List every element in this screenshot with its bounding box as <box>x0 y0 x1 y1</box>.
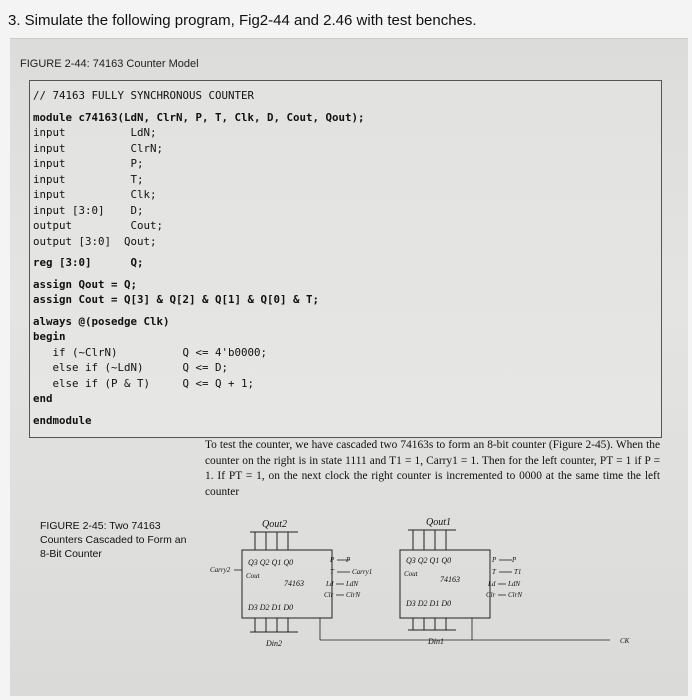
right-input-bus <box>408 618 456 630</box>
right-control-wires <box>498 560 512 595</box>
right-cout: Cout <box>404 570 418 578</box>
left-pin-ld: Ld <box>326 580 334 588</box>
right-pin-ldn: LdN <box>508 580 521 588</box>
right-pin-t: T <box>492 568 496 576</box>
left-cout: Cout <box>246 572 260 580</box>
clock-wire <box>320 618 610 640</box>
right-q-pins: Q3 Q2 Q1 Q0 <box>406 556 452 565</box>
code-line: input LdN; <box>33 126 157 139</box>
clock-label: CK <box>620 637 630 645</box>
code-line: if (~ClrN) Q <= 4'b0000; <box>33 345 268 359</box>
code-line: else if (~LdN) Q <= D; <box>33 361 229 374</box>
code-line: input ClrN; <box>33 141 164 155</box>
left-part-number: 74163 <box>284 579 304 588</box>
right-pin-clrn: ClrN <box>508 591 523 599</box>
qout2-label: Qout2 <box>262 519 287 530</box>
code-line: input Clk; <box>33 188 157 201</box>
left-control-wires <box>336 560 350 595</box>
right-p-input: P <box>512 556 517 564</box>
left-input-bus <box>250 618 298 632</box>
t1-label: T1 <box>514 568 522 576</box>
din1-label: Din1 <box>428 637 444 646</box>
code-line: input P; <box>33 157 144 170</box>
question-text: 3. Simulate the following program, Fig2-44 and 2.46 with test benches. <box>8 12 477 29</box>
code-line: else if (P & T) Q <= Q + 1; <box>33 376 255 390</box>
left-p-input: P <box>346 556 351 564</box>
right-pin-ld: Ld <box>488 580 496 588</box>
code-line: output [3:0] Qout; <box>33 234 157 248</box>
left-pin-ldn: LdN <box>346 580 359 588</box>
figure-2-45-caption: FIGURE 2-45: Two 74163 Counters Cascaded to Form an 8-Bit Counter <box>40 520 187 560</box>
code-line: always @(posedge Clk) <box>33 314 170 328</box>
code-line: endmodule <box>33 413 92 427</box>
right-pin-p: P <box>492 556 497 564</box>
left-pin-clr: Clr <box>324 591 334 599</box>
figure-2-44-title: FIGURE 2-44: 74163 Counter Model <box>20 58 199 70</box>
carry1-label: Carry1 <box>352 568 373 576</box>
code-line: end <box>33 392 53 405</box>
right-output-bus <box>408 530 456 550</box>
right-pin-clr: Clr <box>486 591 496 599</box>
right-part-number: 74163 <box>440 575 460 584</box>
din2-label: Din2 <box>266 639 282 648</box>
code-line: reg [3:0] Q; <box>33 256 144 269</box>
left-output-bus <box>250 532 298 550</box>
left-d-pins: D3 D2 D1 D0 <box>248 603 294 612</box>
code-line: module c74163(LdN, ClrN, P, T, Clk, D, Cout, Qout); <box>33 110 365 124</box>
code-line: input T; <box>33 172 144 186</box>
code-line: output Cout; <box>33 219 164 232</box>
left-q-pins: Q3 Q2 Q1 Q0 <box>248 558 294 567</box>
code-line: begin <box>33 330 66 343</box>
right-d-pins: D3 D2 D1 D0 <box>406 599 452 608</box>
code-line: assign Cout = Q[3] & Q[2] & Q[1] & Q[0] & T; <box>33 293 320 306</box>
cascaded-counter-diagram <box>200 510 670 660</box>
left-pin-p: P <box>330 556 335 564</box>
description-paragraph: To test the counter, we have cascaded two 74163s to form an 8-bit counter (Figure 2-45). When the counter on the right is in state 1111 and T1 = 1, Carry1 = 1. Then for the left counter, PT = 1 if P = 1. If PT = 1, on the next clock the right counter is incremented to 0000 at the same time the left counter <box>205 439 660 498</box>
verilog-code <box>33 88 365 428</box>
code-line: input [3:0] D; <box>33 203 144 217</box>
left-pin-t: T <box>330 568 334 576</box>
left-pin-clrn: ClrN <box>346 591 361 599</box>
code-line: assign Qout = Q; <box>33 277 138 291</box>
code-line: // 74163 FULLY SYNCHRONOUS COUNTER <box>33 89 255 102</box>
carry2-label: Carry2 <box>210 566 231 574</box>
qout1-label: Qout1 <box>426 517 451 528</box>
